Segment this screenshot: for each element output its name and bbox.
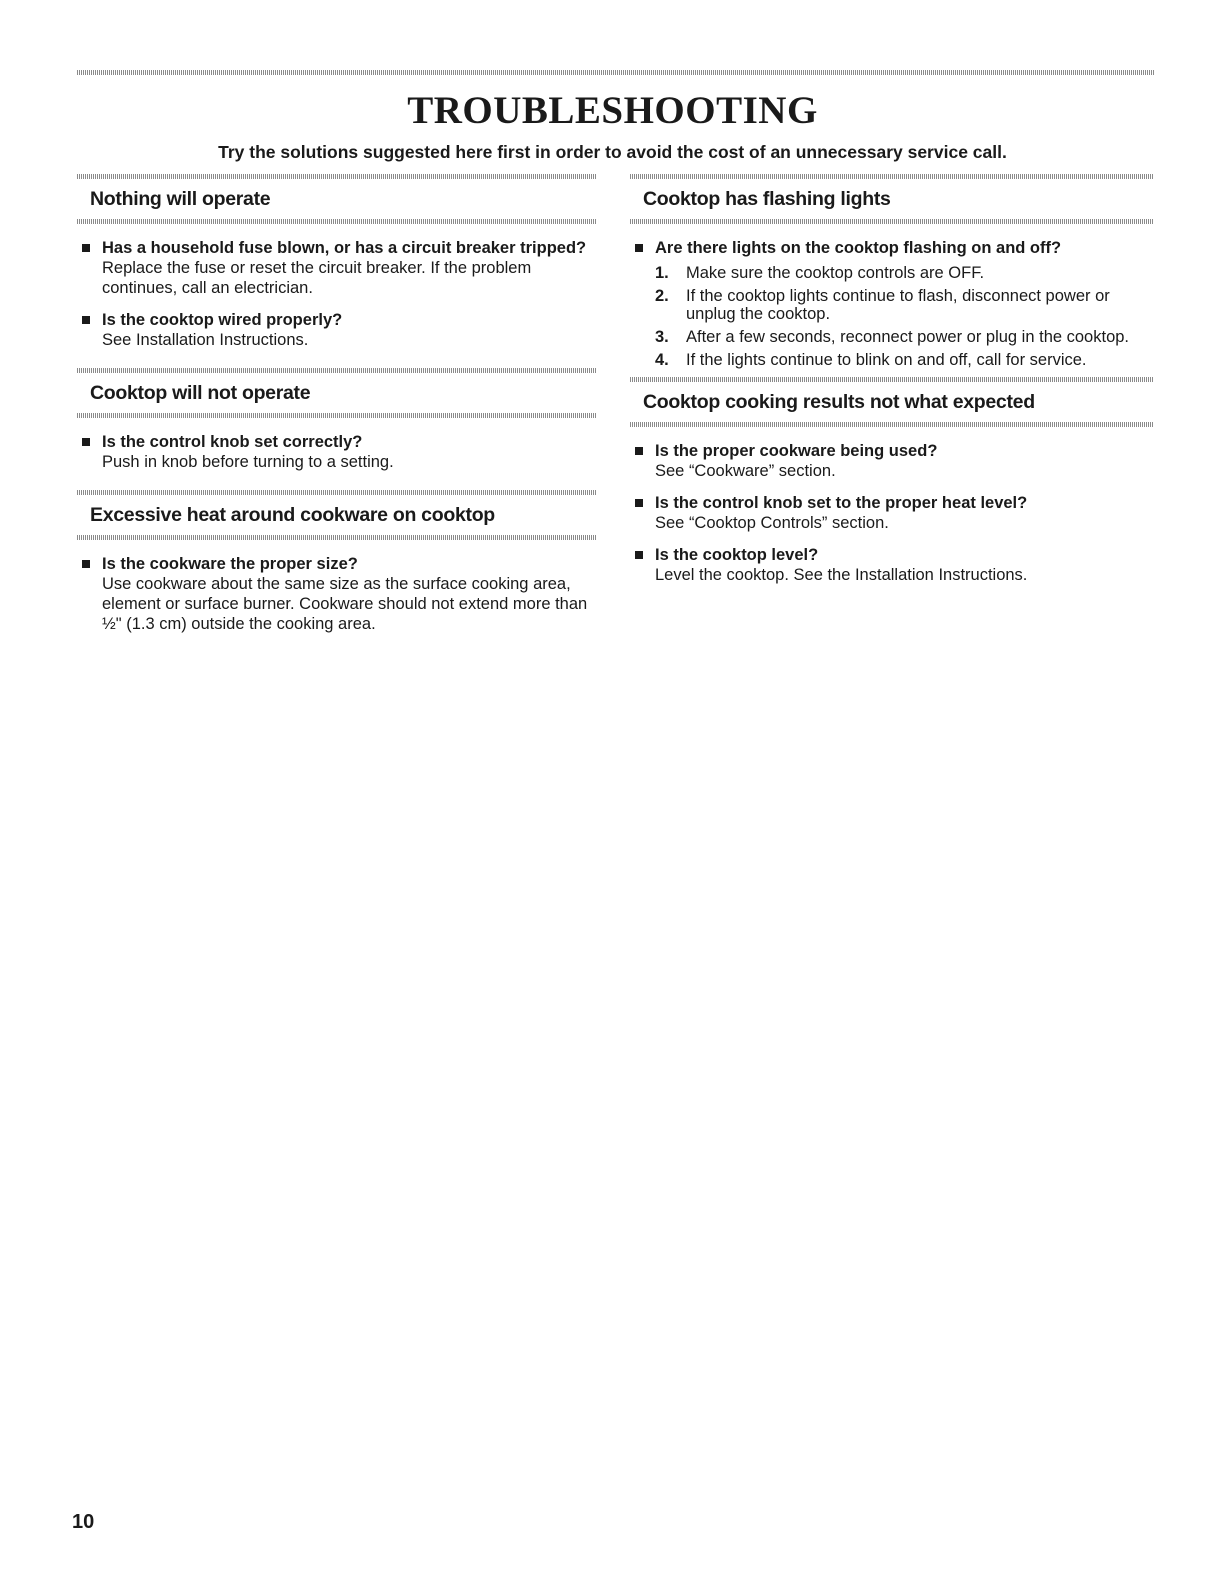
top-dotted-rule bbox=[77, 70, 1154, 75]
answer-text: Level the cooktop. See the Installation Instructions. bbox=[655, 566, 1028, 584]
steps-list bbox=[655, 264, 1154, 369]
bullet-square-icon bbox=[635, 551, 643, 559]
question-list bbox=[77, 224, 597, 368]
step-number: 2. bbox=[655, 287, 669, 305]
section-bottom-rule bbox=[630, 422, 1154, 427]
step-item bbox=[655, 328, 1154, 346]
question-list bbox=[630, 224, 1154, 369]
step-number: 3. bbox=[655, 328, 669, 346]
bullet-square-icon bbox=[82, 316, 90, 324]
list-item bbox=[77, 432, 597, 472]
step-text: After a few seconds, reconnect power or plug in the cooktop. bbox=[686, 328, 1130, 346]
question-text: Is the cooktop level? bbox=[655, 546, 819, 564]
section-bottom-rule bbox=[77, 219, 597, 224]
list-item bbox=[630, 545, 1154, 585]
question-text: Is the cookware the proper size? bbox=[102, 555, 358, 573]
section-cooking-results bbox=[630, 377, 1154, 585]
list-item bbox=[630, 238, 1154, 369]
step-item bbox=[655, 351, 1154, 369]
section-heading: Cooktop cooking results not what expected bbox=[643, 391, 1035, 413]
left-column bbox=[77, 174, 597, 646]
bullet-square-icon bbox=[635, 244, 643, 252]
list-item bbox=[77, 238, 597, 298]
section-flashing-lights bbox=[630, 174, 1154, 369]
answer-text: Replace the fuse or reset the circuit breaker. If the problem continues, call an electrician. bbox=[102, 259, 532, 297]
bullet-square-icon bbox=[82, 438, 90, 446]
list-item bbox=[77, 310, 597, 350]
step-number: 4. bbox=[655, 351, 669, 369]
question-text: Are there lights on the cooktop flashing on and off? bbox=[655, 239, 1062, 257]
section-top-rule bbox=[630, 174, 1154, 179]
step-text: Make sure the cooktop controls are OFF. bbox=[686, 264, 985, 282]
section-heading: Nothing will operate bbox=[90, 188, 271, 210]
step-item bbox=[655, 287, 1154, 323]
step-item bbox=[655, 264, 1154, 282]
answer-text: See “Cooktop Controls” section. bbox=[655, 514, 889, 532]
list-item bbox=[630, 441, 1154, 481]
section-heading: Excessive heat around cookware on cooktop bbox=[90, 504, 495, 526]
section-top-rule bbox=[77, 174, 597, 179]
section-cooktop-will-not-operate bbox=[77, 368, 597, 490]
question-list bbox=[77, 540, 597, 634]
bullet-square-icon bbox=[635, 499, 643, 507]
page-number: 10 bbox=[72, 1511, 95, 1533]
answer-text: See Installation Instructions. bbox=[102, 331, 309, 349]
question-text: Has a household fuse blown, or has a circuit breaker tripped? bbox=[102, 239, 587, 257]
question-text: Is the control knob set correctly? bbox=[102, 433, 363, 451]
bullet-square-icon bbox=[82, 560, 90, 568]
right-column bbox=[630, 174, 1154, 597]
section-heading: Cooktop has flashing lights bbox=[643, 188, 891, 210]
section-nothing-will-operate bbox=[77, 174, 597, 368]
question-text: Is the control knob set to the proper heat level? bbox=[655, 494, 1028, 512]
bullet-square-icon bbox=[82, 244, 90, 252]
answer-text: See “Cookware” section. bbox=[655, 462, 836, 480]
answer-text: Use cookware about the same size as the surface cooking area, element or surface burner. Cookware should not extend more than ½" (1.3 cm) outside the cooking area. bbox=[102, 575, 588, 633]
section-excessive-heat bbox=[77, 490, 597, 634]
step-text: If the lights continue to blink on and off, call for service. bbox=[686, 351, 1087, 369]
section-heading: Cooktop will not operate bbox=[90, 382, 311, 404]
step-number: 1. bbox=[655, 264, 669, 282]
question-text: Is the proper cookware being used? bbox=[655, 442, 938, 460]
section-top-rule bbox=[630, 377, 1154, 382]
step-text: If the cooktop lights continue to flash, disconnect power or unplug the cooktop. bbox=[686, 287, 1110, 323]
answer-text: Push in knob before turning to a setting. bbox=[102, 453, 394, 471]
question-text: Is the cooktop wired properly? bbox=[102, 311, 343, 329]
question-list bbox=[630, 427, 1154, 585]
section-top-rule bbox=[77, 368, 597, 373]
list-item bbox=[77, 554, 597, 634]
section-bottom-rule bbox=[77, 413, 597, 418]
bullet-square-icon bbox=[635, 447, 643, 455]
section-bottom-rule bbox=[77, 535, 597, 540]
section-bottom-rule bbox=[630, 219, 1154, 224]
list-item bbox=[630, 493, 1154, 533]
question-list bbox=[77, 418, 597, 490]
intro-text: Try the solutions suggested here first in order to avoid the cost of an unnecessary service call. bbox=[218, 142, 1007, 162]
section-top-rule bbox=[77, 490, 597, 495]
page-title: TROUBLESHOOTING bbox=[407, 89, 818, 132]
